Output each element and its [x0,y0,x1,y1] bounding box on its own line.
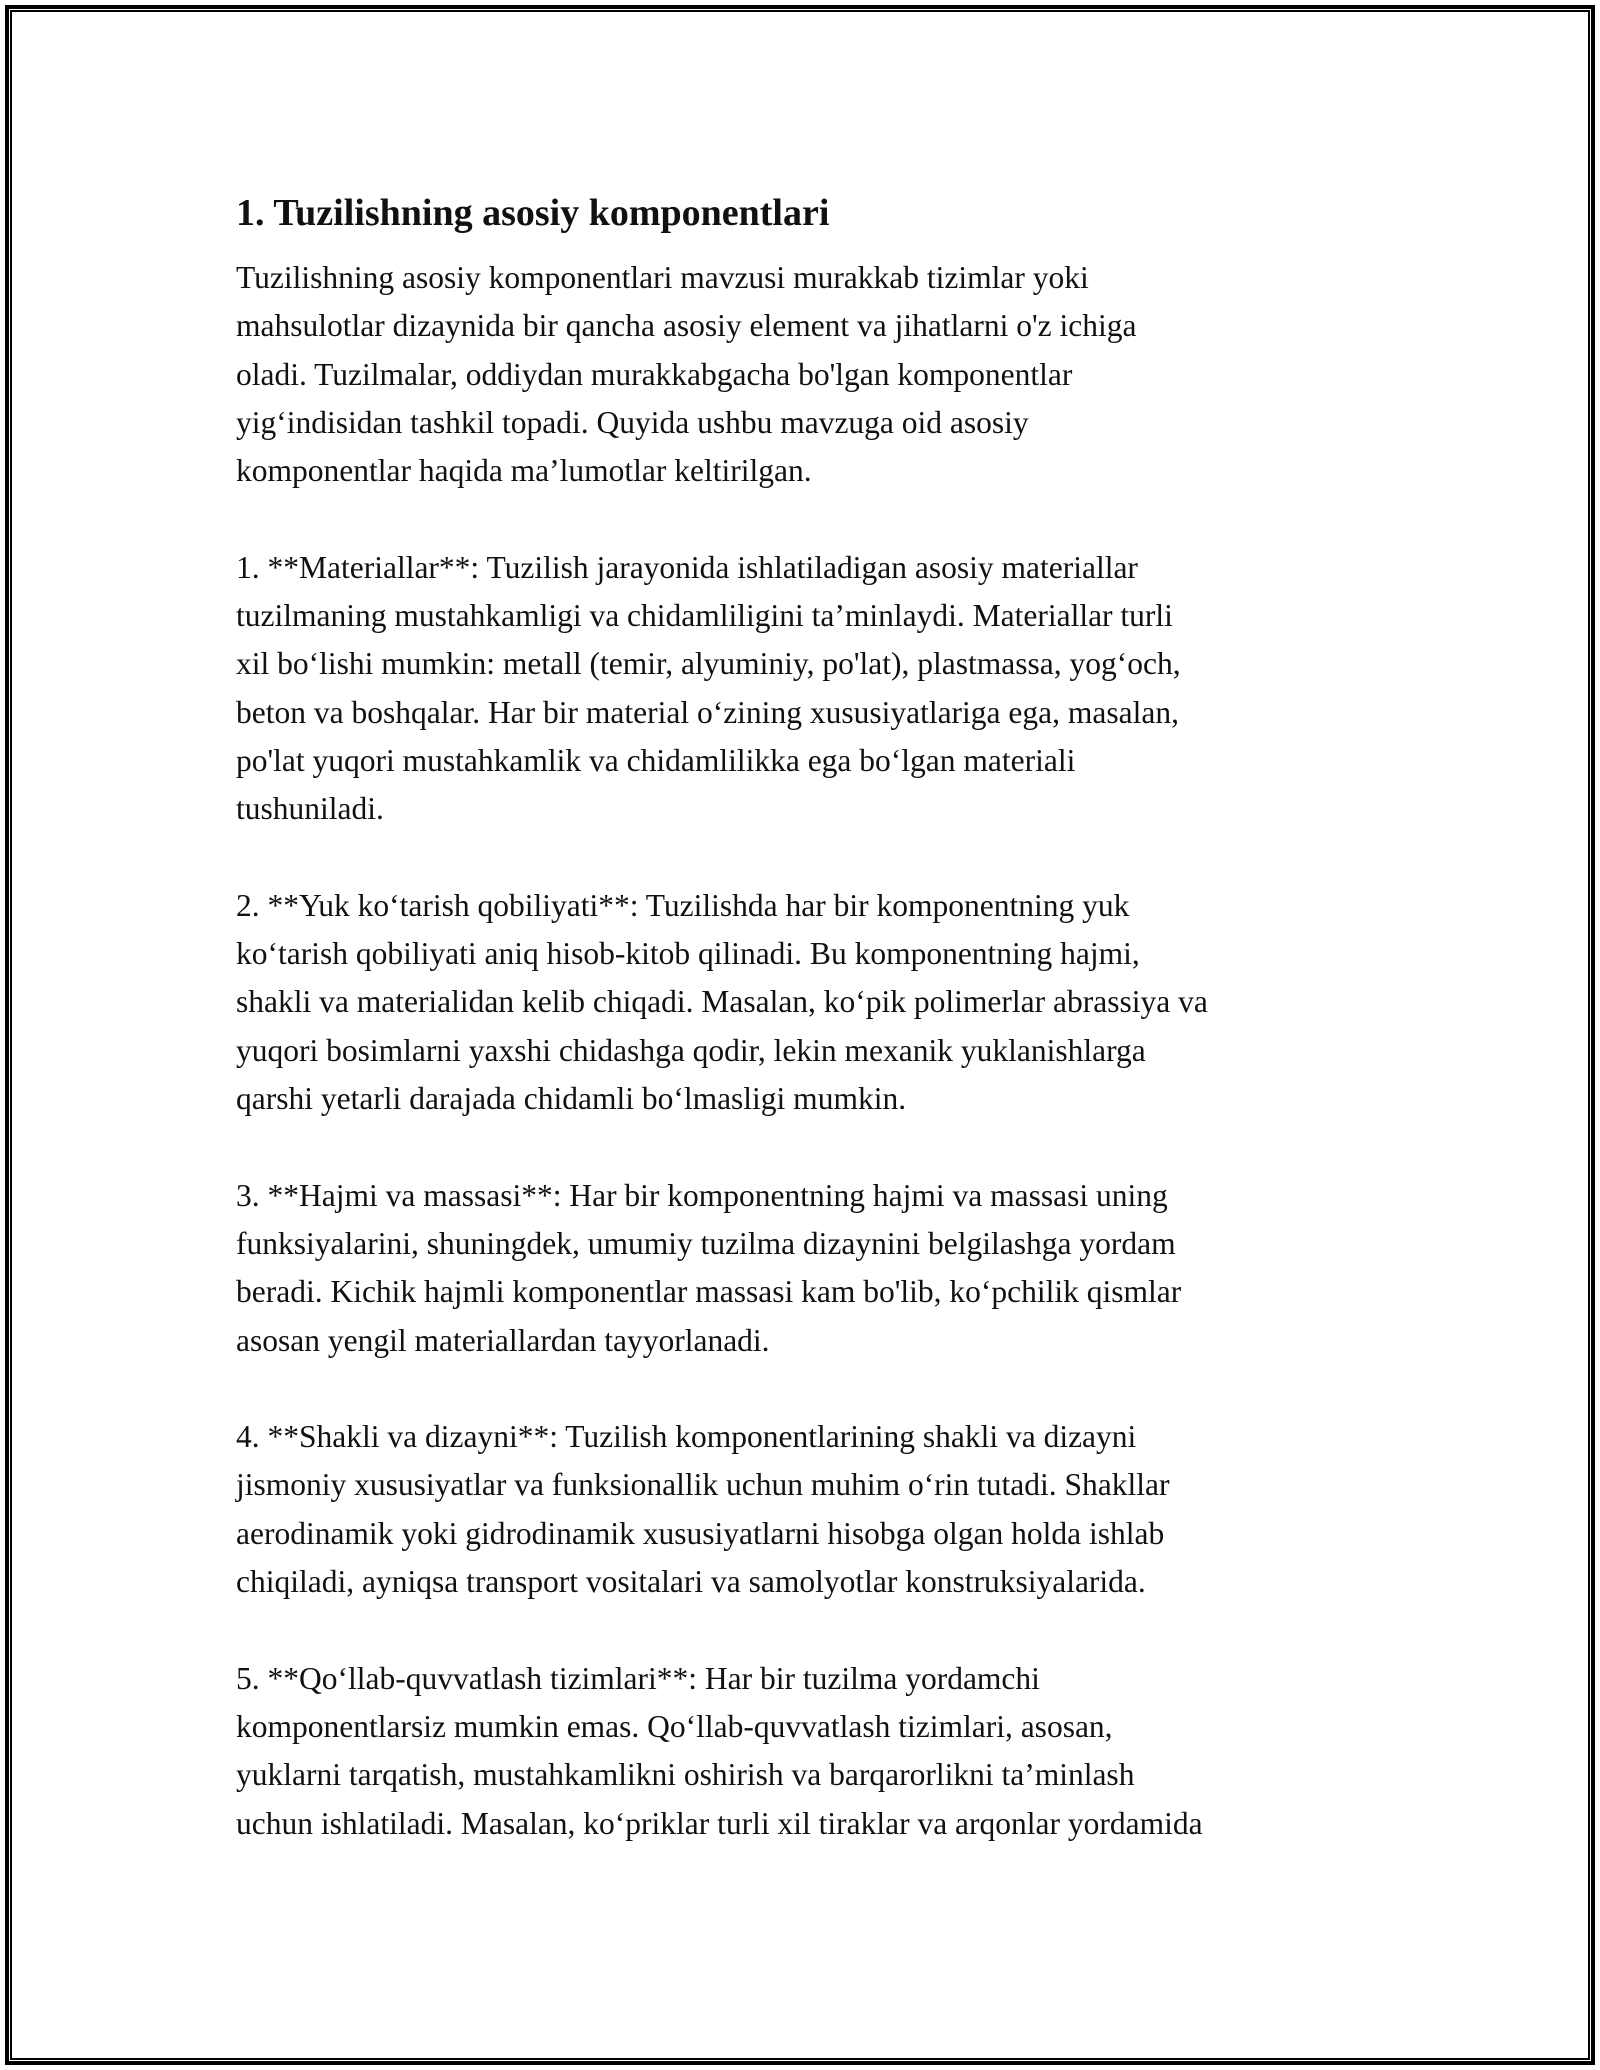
text-line: xil bo‘lishi mumkin: metall (temir, alyuminiy, po'lat), plastmassa, yog‘och, [236,646,1181,682]
text-line: yig‘indisidan tashkil topadi. Quyida ushbu mavzuga oid asosiy [236,404,1029,440]
text-line: funksiyalarini, shuningdek, umumiy tuzilma dizaynini belgilashga yordam [236,1225,1176,1261]
text-line: beton va boshqalar. Har bir material o‘zining xususiyatlariga ega, masalan, [236,694,1179,730]
text-line: 2. **Yuk ko‘tarish qobiliyati**: Tuzilishda har bir komponentning yuk [236,887,1130,923]
text-line: komponentlar haqida ma’lumotlar keltirilgan. [236,453,812,489]
text-line: 3. **Hajmi va massasi**: Har bir komponentning hajmi va massasi uning [236,1177,1168,1213]
text-line: jismoniy xususiyatlar va funksionallik uchun muhim o‘rin tutadi. Shakllar [236,1467,1170,1503]
text-line: tuzilmaning mustahkamligi va chidamliligini ta’minlaydi. Materiallar turli [236,598,1173,634]
text-line: mahsulotlar dizaynida bir qancha asosiy element va jihatlarni o'z ichiga [236,308,1137,344]
text-line: tushuniladi. [236,791,384,827]
text-line: yuklarni tarqatish, mustahkamlikni oshirish va barqarorlikni ta’minlash [236,1757,1135,1793]
text-line: uchun ishlatiladi. Masalan, ko‘priklar turli xil tiraklar va arqonlar yordamida [236,1805,1203,1841]
text-line: beradi. Kichik hajmli komponentlar massasi kam bo'lib, ko‘pchilik qismlar [236,1274,1182,1310]
text-line: po'lat yuqori mustahkamlik va chidamlilikka ega bo‘lgan materiali [236,742,1076,778]
list-item-shape-design [236,1413,1386,1606]
text-line: shakli va materialidan kelib chiqadi. Masalan, ko‘pik polimerlar abrassiya va [236,984,1208,1020]
intro-paragraph [236,254,1386,495]
list-item-materials [236,544,1386,834]
text-line: qarshi yetarli darajada chidamli bo‘lmasligi mumkin. [236,1081,907,1117]
text-line: asosan yengil materiallardan tayyorlanadi. [236,1322,770,1358]
text-line: aerodinamik yoki gidrodinamik xususiyatlarni hisobga olgan holda ishlab [236,1515,1165,1551]
text-line: 1. **Materiallar**: Tuzilish jarayonida ishlatiladigan asosiy materiallar [236,549,1138,585]
text-line: chiqiladi, ayniqsa transport vositalari va samolyotlar konstruksiyalarida. [236,1564,1146,1600]
document-body [236,186,1386,1896]
text-line: ko‘tarish qobiliyati aniq hisob-kitob qilinadi. Bu komponentning hajmi, [236,936,1140,972]
list-item-volume-mass [236,1172,1386,1365]
text-line: komponentlarsiz mumkin emas. Qo‘llab-quvvatlash tizimlari, asosan, [236,1708,1113,1744]
text-line: 4. **Shakli va dizayni**: Tuzilish komponentlarining shakli va dizayni [236,1419,1137,1455]
text-line: oladi. Tuzilmalar, oddiydan murakkabgacha bo'lgan komponentlar [236,356,1073,392]
list-item-load-capacity [236,882,1386,1123]
section-heading: 1. Tuzilishning asosiy komponentlari [236,192,830,234]
text-line: Tuzilishning asosiy komponentlari mavzusi murakkab tizimlar yoki [236,260,1089,295]
list-item-support-systems [236,1655,1386,1848]
text-line: yuqori bosimlarni yaxshi chidashga qodir, lekin mexanik yuklanishlarga [236,1032,1146,1068]
text-line: 5. **Qo‘llab-quvvatlash tizimlari**: Har bir tuzilma yordamchi [236,1660,1040,1696]
